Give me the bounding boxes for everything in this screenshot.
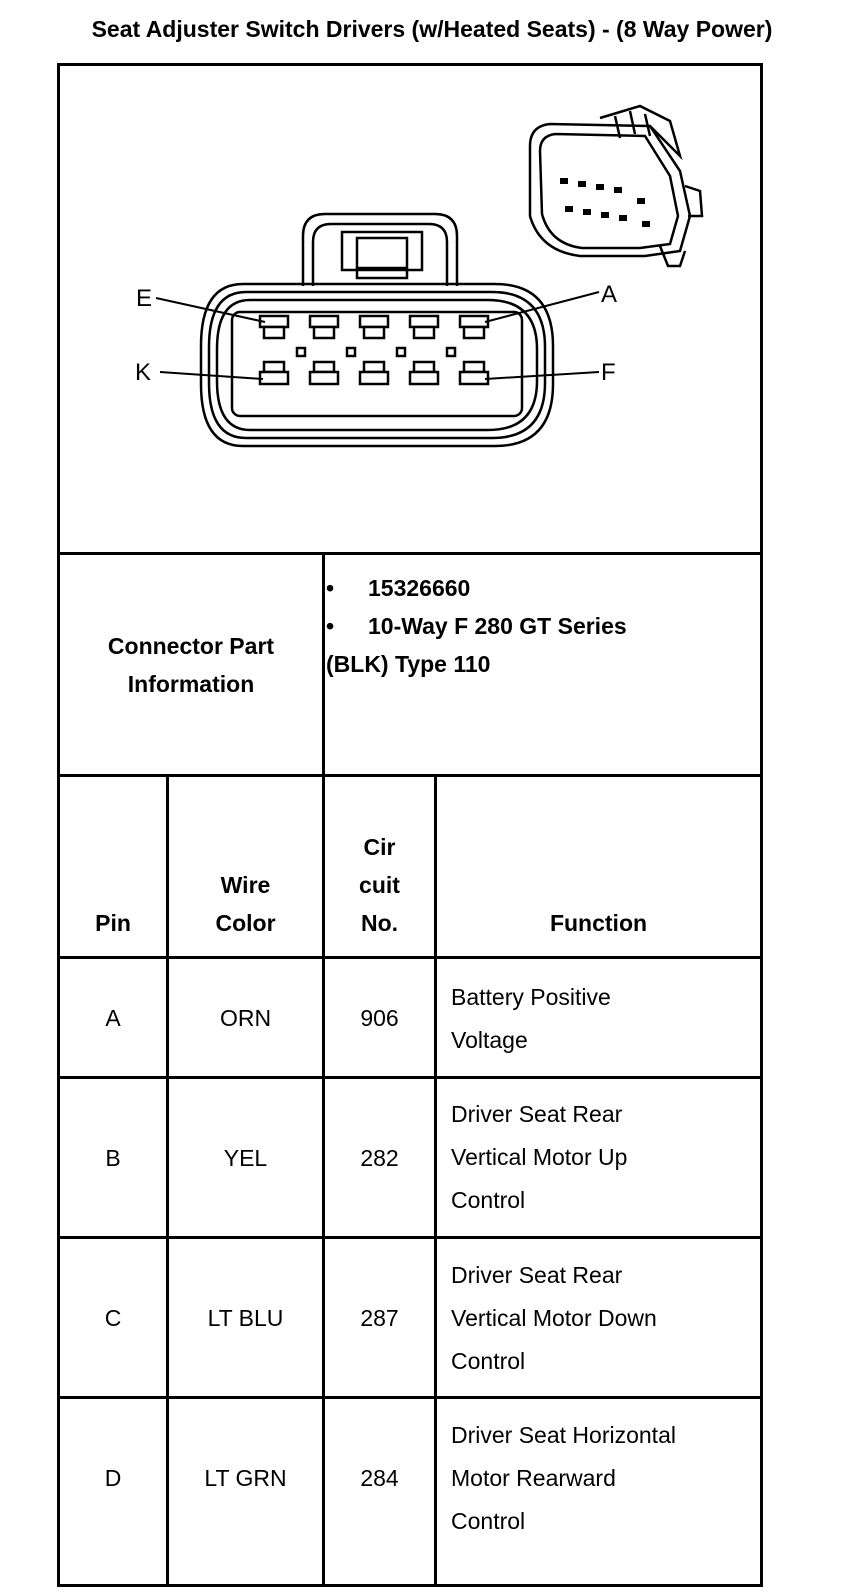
header-pin: Pin <box>95 910 131 936</box>
connector-diagram <box>60 66 760 552</box>
divider <box>60 774 760 777</box>
connector-info-values: • 15326660 • 10-Way F 280 GT Series (BLK) Type 110 <box>326 569 627 683</box>
pin-label-e: E <box>136 285 153 312</box>
header-circuit-line: cuit <box>359 872 400 898</box>
circuit-cell: 282 <box>360 1144 399 1171</box>
pin-label-k: K <box>135 359 152 386</box>
wire-color-cell: YEL <box>223 1144 268 1171</box>
connector-type: (BLK) Type 110 <box>326 651 491 677</box>
function-line: Vertical Motor Up <box>451 1144 628 1170</box>
header-wire-color <box>169 866 322 942</box>
header-wire-color-line: Color <box>215 910 276 936</box>
header-circuit-line: No. <box>360 910 399 936</box>
header-wire-color-line: Wire <box>220 872 271 898</box>
function-line: Battery Positive <box>451 984 611 1010</box>
connector-info-label <box>60 555 322 774</box>
connector-info-label-line: Information <box>127 670 255 697</box>
circuit-cell: 287 <box>360 1304 399 1331</box>
function-line: Motor Rearward <box>451 1465 616 1491</box>
circuit-cell: 284 <box>360 1464 399 1491</box>
function-line: Control <box>451 1508 526 1534</box>
function-line: Control <box>451 1348 526 1374</box>
header-function: Function <box>549 910 648 936</box>
connector-3d-illustration <box>530 106 702 266</box>
function-cell <box>451 976 756 1062</box>
connector-table <box>57 63 763 1587</box>
function-cell <box>451 1254 756 1383</box>
part-number: 15326660 <box>368 575 471 601</box>
function-line: Vertical Motor Down <box>451 1305 657 1331</box>
header-circuit-line: Cir <box>363 834 396 860</box>
function-line: Driver Seat Rear <box>451 1262 623 1288</box>
circuit-cell: 906 <box>360 1004 399 1031</box>
connector-info-label-line: Connector Part <box>107 632 275 659</box>
function-line: Driver Seat Horizontal <box>451 1422 676 1448</box>
connector-series: 10-Way F 280 GT Series <box>368 613 627 639</box>
function-cell <box>451 1093 756 1222</box>
pin-label-a: A <box>601 281 618 308</box>
wire-color-cell: LT GRN <box>204 1464 287 1491</box>
pin-cell: D <box>104 1464 122 1491</box>
pin-cell: C <box>104 1304 122 1331</box>
wire-color-cell: ORN <box>219 1004 272 1031</box>
page-title: Seat Adjuster Switch Drivers (w/Heated Seats) - (8 Way Power) <box>91 16 773 42</box>
function-line: Driver Seat Rear <box>451 1101 623 1127</box>
header-circuit-number <box>325 828 434 942</box>
divider <box>434 774 437 1584</box>
function-line: Voltage <box>451 1027 528 1053</box>
function-line: Control <box>451 1187 526 1213</box>
function-cell <box>451 1414 756 1543</box>
pin-cell: A <box>105 1004 121 1031</box>
pin-label-f: F <box>601 359 616 386</box>
wire-color-cell: LT BLU <box>207 1304 284 1331</box>
pin-cell: B <box>105 1144 121 1171</box>
